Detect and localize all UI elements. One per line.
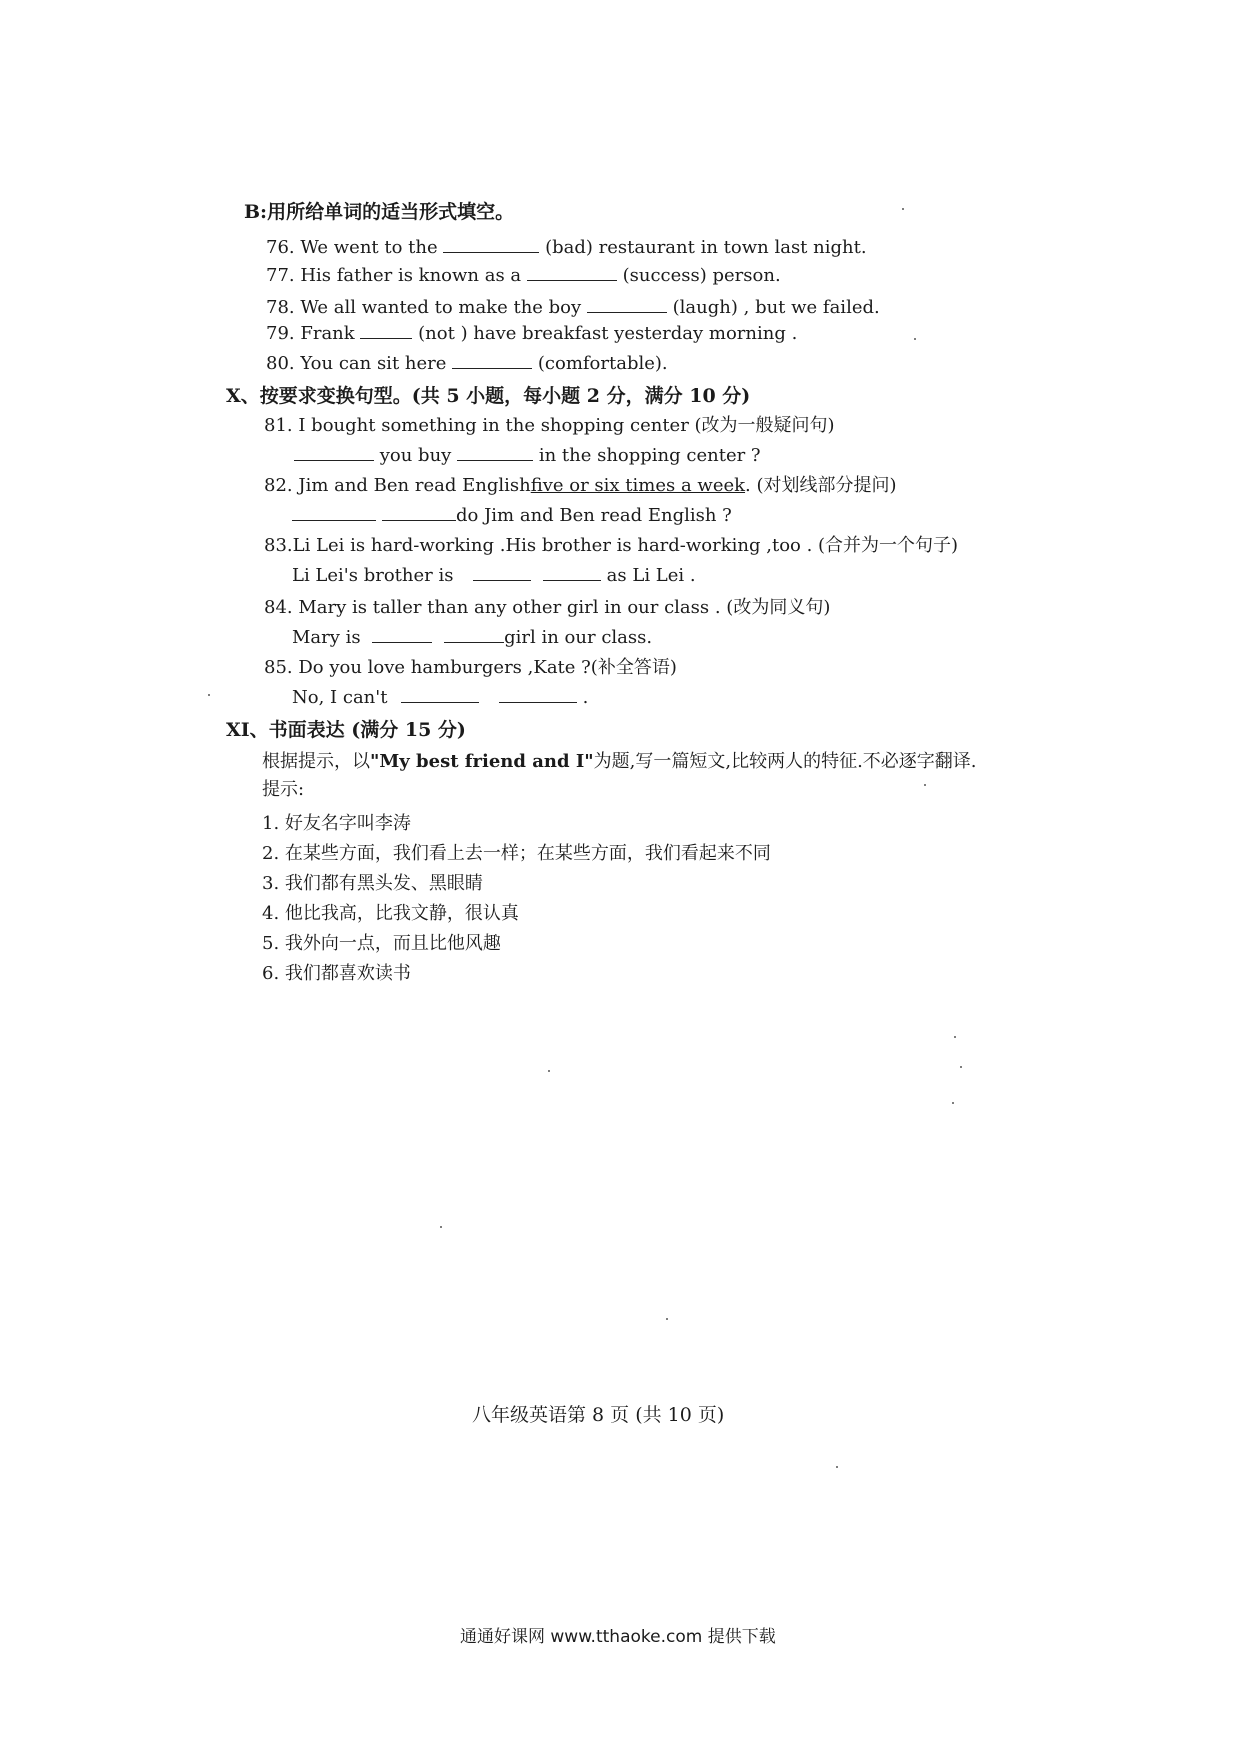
scan-speck	[836, 1466, 838, 1468]
section-xi-heading: XI、书面表达 (满分 15 分)	[226, 719, 466, 741]
instruction-pre: 根据提示，以	[262, 751, 370, 772]
q82-post: . (对划线部分提问)	[745, 475, 897, 496]
instruction-title: "My best friend and I"	[370, 751, 594, 772]
question-80	[266, 352, 668, 376]
q78-text: 78. We all wanted to make the boy	[266, 297, 582, 318]
q85-answer-line	[292, 686, 588, 710]
q85-pre: No, I can't	[292, 687, 388, 708]
q82-answer-line	[292, 504, 732, 528]
q83-blank-1[interactable]	[473, 564, 531, 581]
hint-item: 4. 他比我高，比我文静，很认真	[262, 903, 519, 924]
q83-prompt: 83.Li Lei is hard-working .His brother is hard-working ,too . (合并为一个句子)	[264, 535, 959, 556]
site-credit: 通通好课网 www.tthaoke.com 提供下载	[460, 1627, 776, 1647]
q82-blank-2[interactable]	[382, 504, 456, 521]
q77-blank[interactable]	[527, 264, 617, 281]
q84-prompt: 84. Mary is taller than any other girl in our class . (改为同义句)	[264, 597, 831, 618]
question-79	[266, 322, 797, 346]
scan-speck	[208, 694, 210, 696]
hint-item: 6. 我们都喜欢读书	[262, 963, 411, 984]
q84-answer-line	[292, 626, 652, 650]
q85-blank-1[interactable]	[401, 686, 479, 703]
scan-speck	[914, 338, 916, 340]
q76-blank[interactable]	[443, 236, 539, 253]
q82-answer-end: do Jim and Ben read English ?	[456, 505, 732, 526]
hint-item: 5. 我外向一点，而且比他风趣	[262, 933, 501, 954]
scan-speck	[440, 1226, 442, 1228]
q77-text-end: (success) person.	[622, 265, 781, 286]
q81-blank-2[interactable]	[457, 444, 533, 461]
q82-prompt	[264, 474, 897, 498]
q79-blank[interactable]	[360, 322, 412, 339]
hint-item: 2. 在某些方面，我们看上去一样；在某些方面，我们看起来不同	[262, 843, 771, 864]
section-x-heading: X、按要求变换句型。(共 5 小题，每小题 2 分，满分 10 分)	[226, 385, 751, 407]
q82-blank-1[interactable]	[292, 504, 376, 521]
section-xi-instruction	[262, 750, 977, 774]
scan-speck	[924, 784, 926, 786]
question-78	[266, 296, 880, 320]
q80-text: 80. You can sit here	[266, 353, 447, 374]
question-76	[266, 236, 867, 260]
section-b-heading: B:用所给单词的适当形式填空。	[244, 201, 515, 223]
page-number-footer: 八年级英语第 8 页 (共 10 页)	[472, 1404, 725, 1426]
q78-blank[interactable]	[587, 296, 667, 313]
q79-text-end: (not ) have breakfast yesterday morning .	[418, 323, 798, 344]
q76-text-end: (bad) restaurant in town last night.	[545, 237, 867, 258]
q78-text-end: (laugh) , but we failed.	[672, 297, 880, 318]
q81-answer-line	[294, 444, 761, 468]
q83-end: as Li Lei .	[606, 565, 696, 586]
q81-prompt: 81. I bought something in the shopping center (改为一般疑问句)	[264, 415, 835, 436]
q83-blank-2[interactable]	[543, 564, 601, 581]
scan-speck	[666, 1318, 668, 1320]
q84-blank-1[interactable]	[372, 626, 432, 643]
scan-speck	[548, 1070, 550, 1072]
q82-pre: 82. Jim and Ben read English	[264, 475, 531, 496]
q79-text: 79. Frank	[266, 323, 355, 344]
q85-blank-2[interactable]	[499, 686, 577, 703]
scan-speck	[954, 1036, 956, 1038]
q81-mid: you buy	[379, 445, 452, 466]
q76-text: 76. We went to the	[266, 237, 438, 258]
q82-underlined: five or six times a week	[530, 475, 746, 496]
q77-text: 77. His father is known as a	[266, 265, 522, 286]
question-77	[266, 264, 781, 288]
q83-pre: Li Lei's brother is	[292, 565, 454, 586]
q84-blank-2[interactable]	[444, 626, 504, 643]
q83-answer-line	[292, 564, 696, 588]
hint-label: 提示:	[262, 779, 305, 800]
hint-item: 3. 我们都有黑头发、黑眼睛	[262, 873, 483, 894]
scan-speck	[960, 1066, 962, 1068]
instruction-post: 为题,写一篇短文,比较两人的特征.不必逐字翻译.	[593, 751, 977, 772]
hint-item: 1. 好友名字叫李涛	[262, 813, 411, 834]
q84-pre: Mary is	[292, 627, 361, 648]
q85-prompt: 85. Do you love hamburgers ,Kate ?(补全答语)	[264, 657, 677, 678]
q81-blank-1[interactable]	[294, 444, 374, 461]
q80-text-end: (comfortable).	[537, 353, 668, 374]
q81-end: in the shopping center ?	[538, 445, 761, 466]
q84-end: girl in our class.	[504, 627, 653, 648]
scan-speck	[952, 1102, 954, 1104]
q85-end: .	[582, 687, 589, 708]
scan-speck	[902, 208, 904, 210]
q80-blank[interactable]	[452, 352, 532, 369]
